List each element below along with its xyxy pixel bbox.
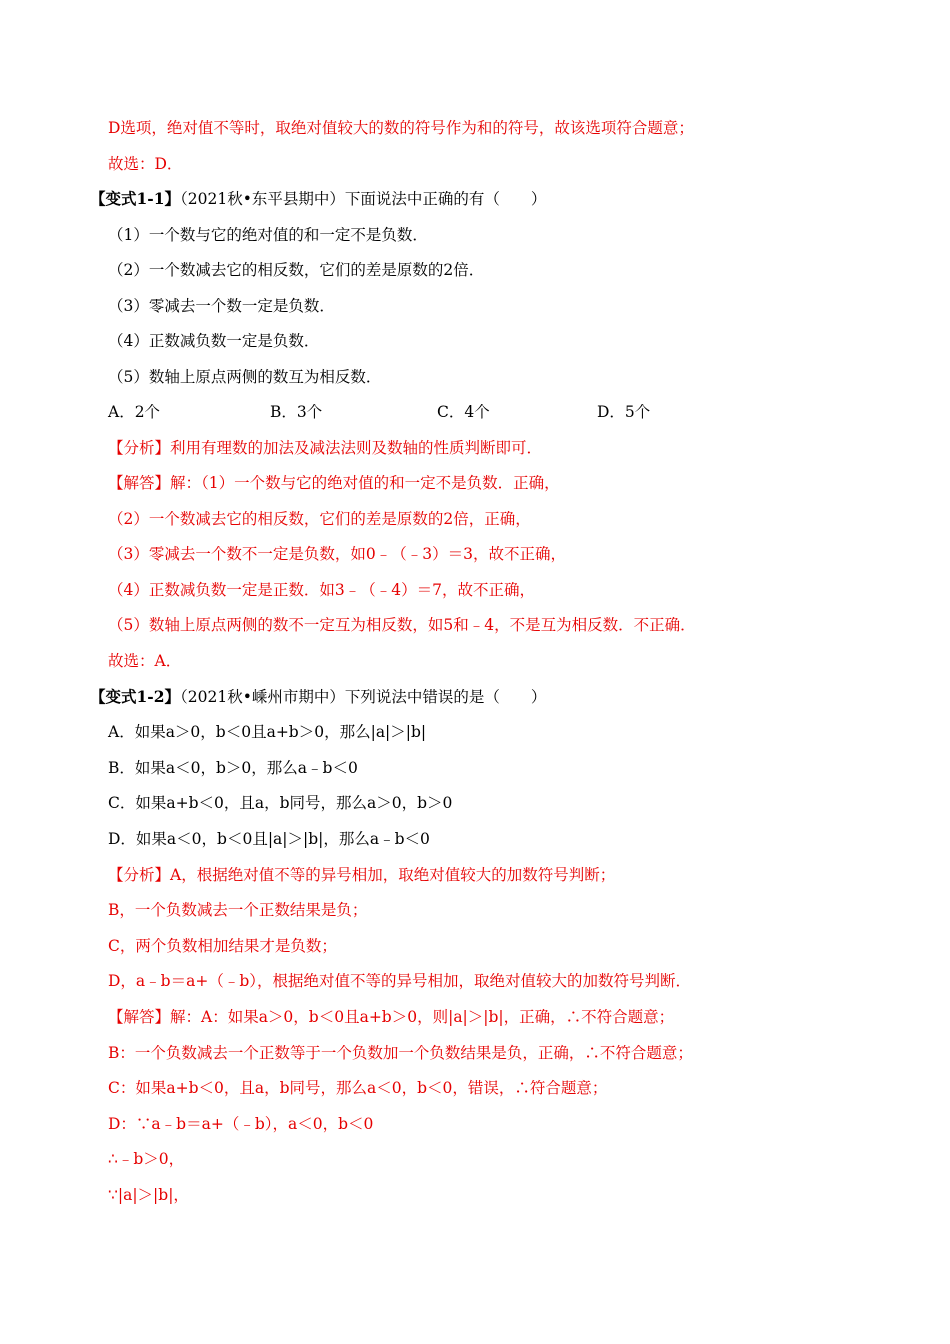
statement-3: （3）零减去一个数一定是负数．: [108, 297, 335, 315]
choice-d: D．5个: [597, 403, 651, 421]
question-tag: 【变式1-2】: [90, 687, 181, 706]
option-c: C．如果a+b＜0，且a，b同号，那么a＞0，b＞0: [108, 794, 453, 812]
answer-1-1-line-2: （2）一个数减去它的相反数，它们的差是原数的2倍，正确，: [108, 510, 531, 528]
answer-1-1-line-4: （4）正数减负数一定是正数．如3﹣（﹣4）＝7，故不正确，: [108, 581, 535, 599]
question-stem: （2021秋•东平县期中）下面说法中正确的有（ ）: [180, 190, 547, 208]
answer-1-2-c: C：如果a+b＜0，且a，b同号，那么a＜0，b＜0，错误，∴符合题意；: [108, 1079, 608, 1097]
question-tag: 【变式1-1】: [90, 189, 181, 208]
question-header-1-1: [90, 188, 546, 210]
answer-1-1-line-5: （5）数轴上原点两侧的数不一定互为相反数，如5和﹣4，不是互为相反数．不正确．: [108, 616, 696, 634]
analysis-1-2-b: B，一个负数减去一个正数结果是负；: [108, 901, 368, 919]
answer-1-2-b: B：一个负数减去一个正数等于一个负数加一个负数结果是负，正确，∴不符合题意；: [108, 1044, 693, 1062]
solution-conclusion-2: 故选：A．: [108, 652, 182, 670]
choice-c: C．4个: [437, 403, 490, 421]
answer-1-2-d-step-2: ∵|a|＞|b|，: [108, 1186, 189, 1204]
answer-1-1-line-1: 【解答】解：（1）一个数与它的绝对值的和一定不是负数．正确，: [108, 474, 560, 492]
choice-b: B．3个: [270, 403, 323, 421]
statement-2: （2）一个数减去它的相反数，它们的差是原数的2倍．: [108, 261, 485, 279]
question-header-1-2: [90, 686, 546, 708]
statement-1: （1）一个数与它的绝对值的和一定不是负数．: [108, 226, 428, 244]
statement-4: （4）正数减负数一定是负数．: [108, 332, 320, 350]
choice-a: A．2个: [108, 403, 161, 421]
statement-5: （5）数轴上原点两侧的数互为相反数．: [108, 368, 382, 386]
answer-1-2-d: D：∵a﹣b＝a+（﹣b），a＜0，b＜0: [108, 1115, 374, 1133]
option-d: D．如果a＜0，b＜0且|a|＞|b|，那么a﹣b＜0: [108, 830, 430, 848]
analysis-1-1: 【分析】利用有理数的加法及减法法则及数轴的性质判断即可．: [108, 439, 543, 457]
answer-1-2-a: 【解答】解：A：如果a＞0，b＜0且a+b＞0，则|a|＞|b|，正确，∴不符合题意；: [108, 1008, 675, 1026]
option-a: A．如果a＞0，b＜0且a+b＞0，那么|a|＞|b|: [108, 723, 427, 741]
analysis-1-2-d: D，a﹣b＝a+（﹣b），根据绝对值不等的异号相加，取绝对值较大的加数符号判断．: [108, 972, 691, 990]
option-b: B．如果a＜0，b＞0，那么a﹣b＜0: [108, 759, 358, 777]
solution-line-d-option: D选项，绝对值不等时，取绝对值较大的数的符号作为和的符号，故该选项符合题意；: [108, 119, 694, 137]
answer-1-1-line-3: （3）零减去一个数不一定是负数，如0﹣（﹣3）＝3，故不正确，: [108, 545, 566, 563]
analysis-1-2-a: 【分析】A，根据绝对值不等的异号相加，取绝对值较大的加数符号判断；: [108, 866, 616, 884]
answer-1-2-d-step-1: ∴﹣b＞0，: [108, 1150, 185, 1168]
question-stem: （2021秋•嵊州市期中）下列说法中错误的是（ ）: [180, 688, 547, 706]
solution-conclusion-1: 故选：D．: [108, 155, 183, 173]
analysis-1-2-c: C，两个负数相加结果才是负数；: [108, 937, 337, 955]
